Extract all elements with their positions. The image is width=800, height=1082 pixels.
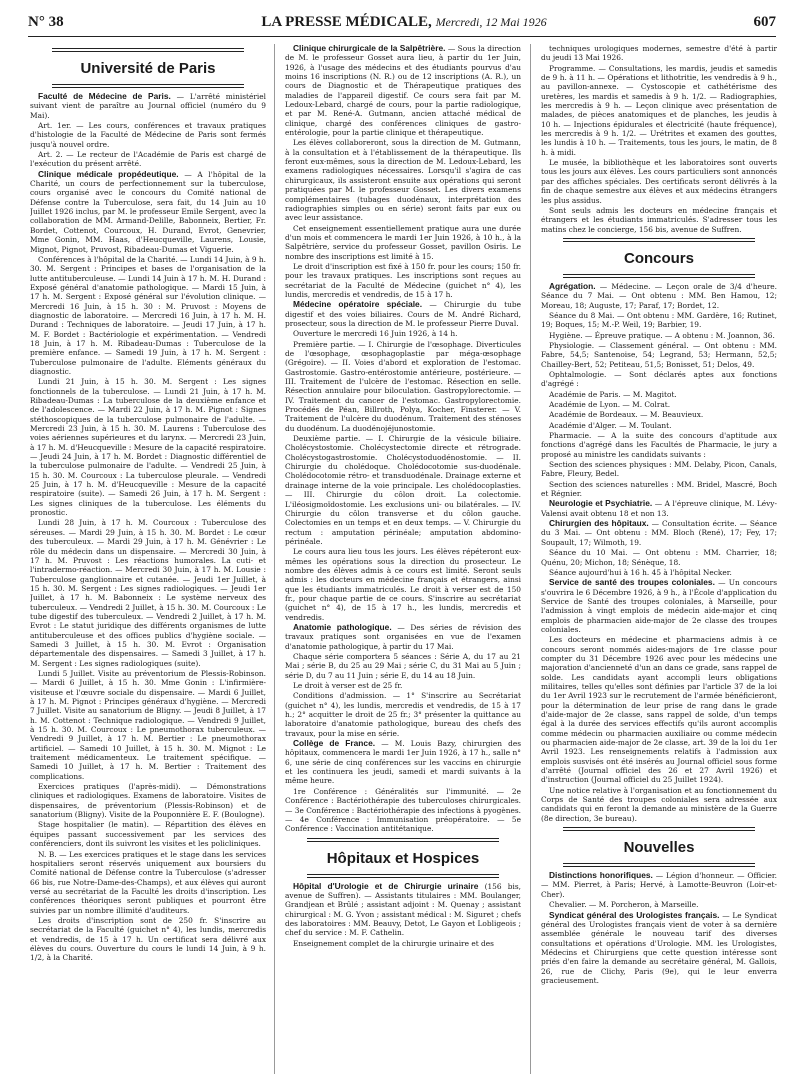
paragraph	[285, 138, 521, 222]
paragraph-heading: Hôpital d'Urologie et de Chirurgie urinaire	[293, 880, 479, 891]
section-title: Université de Paris	[80, 60, 216, 77]
paragraph	[541, 400, 777, 409]
paragraph	[285, 224, 521, 261]
paragraph-text: Séance du 10 Mai. — Ont obtenu : MM. Charrier, 18; Quénu, 20; Michon, 18; Sénèque, 18.	[541, 548, 777, 567]
paragraph	[30, 255, 266, 376]
paragraph	[285, 691, 521, 738]
paragraph	[285, 434, 521, 546]
paragraph	[285, 882, 521, 938]
paragraph-text: Exercices pratiques (l'après-midi). — Démonstrations cliniques et radiologiques. Examens de laboratoire. Visites de dispensaires, de préventorium (Plessis-Robinson) et de sanatorium (Bligny). Visite de la Pouponnière E. F. (Boulogne).	[30, 782, 266, 820]
paragraph	[541, 64, 777, 157]
paragraph-heading: Anatomie pathologique.	[293, 621, 392, 632]
paragraph-text: Séance du 8 Mai. — Ont obtenu : MM. Gardère, 16; Rutinet, 19; Boques, 15; M.-P. Weil, 19; Barbier, 19.	[541, 310, 777, 330]
paragraph	[541, 635, 777, 785]
section-rule	[563, 863, 755, 867]
paragraph-text: Enseignement complet de la chirurgie urinaire et des	[293, 938, 494, 948]
paragraph	[541, 341, 777, 369]
paragraph-text: 1re Conférence : Généralités sur l'immunité. — 2e Conférence : Bactériothérapie des tuberculoses chirurgicales. — 3e Conférence : Bactériothérapie des infections à pyogènes. — 4e Conférence : Immunisation préopératoire. — 5e Conférence : Vaccination antitétanique.	[285, 786, 521, 834]
section-title: Hôpitaux et Hospices	[326, 849, 480, 867]
paragraph-text: Cet enseignement essentiellement pratique aura une durée d'un mois et commencera le mardi 1er Juin 1926, à 10 h., à la Salpêtrière, service du professeur Gosset, pavillon Osiris. Le nombre des inscriptions est limité à 15.	[285, 223, 521, 261]
paragraph-text: Le droit d'inscription est fixé à 150 fr. pour les cours; 150 fr. pour les travaux pratiques. Les inscriptions sont reçues au secrétariat de la Faculté de Médecine (guichet n° 4), les lundis, mercredis et vendredis, de 15 à 17 h.	[285, 261, 521, 299]
paragraph	[30, 782, 266, 819]
paragraph-text: — Médecine. — Leçon orale de 3/4 d'heure. Séance du 7 Mai. — Ont obtenu : MM. Ben Hamou, 12; Moreau, 18; Auguste, 17; Paraf, 17; Bordet, 12.	[541, 281, 777, 310]
paragraph-heading: Médecine opératoire spéciale.	[293, 299, 423, 310]
paragraph-text: Les docteurs en médecine et pharmaciens admis à ce concours seront nommés aides-majors de 1re classe pour compter du 31 Décembre 1926 avec pour les médecins une majoration d'ancienneté d'un an dans ce grade, sans rappel de solde. Les candidats ayant accompli leurs obligations militaires, telles qu'elles sont définies par l'article 37 de la loi du 1er Avril 1923 sur le recrutement de l'armée bénéficieront, pour la détermination de leur prise de rang dans le grade d'aide-major de 2e classe, sans rappel de solde, d'un temps égal à la durée des services effectifs qu'ils auront accomplis comme médecin ou pharmacien auxiliaire ou comme médecin ou pharmacien aide-major de 2e classe, art. 39 de la loi du 1er Avril 1923. Les renseignements relatifs à l'admission aux emplois susvisés ont été insérés au Journal officiel sous forme d'arrêté (Journal officiel des 26 et 27 Avril 1926) et d'instruction (Journal officiel du 25 Juillet 1924).	[541, 635, 777, 785]
paragraph-text: Ophtalmologie. — Sont déclarés aptes aux fonctions d'agrégé :	[541, 369, 777, 389]
paragraph-text: — A l'épreuve clinique, M. Lévy-Valensi avait obtenu 18 et non 13.	[541, 499, 777, 518]
paragraph-heading: Syndicat général des Urologistes français.	[549, 909, 720, 920]
journal-name: LA PRESSE MÉDICALE,	[261, 14, 432, 30]
paragraph	[30, 121, 266, 149]
column-3-body-concours	[541, 282, 777, 823]
paragraph-text: Pharmacie. — A la suite des concours d'aptitude aux fonctions d'agrégé dans les Facultés de Pharmacie, le jury a proposé au ministre les candidats suivants :	[541, 431, 777, 459]
paragraph-text: Première partie. — I. Chirurgie de l'œsophage. Diverticules de l'œsophage, œsophagoplastie par méga-œsophage (Grégoire). — II. Voies d'abord et exploration de l'estomac. Gastrostomie. Gastro-entérostomie antérieure, postérieure. — III. Traitement de l'ulcère de l'estomac. Résection en selle. Résection annulaire pour biloculation. Gastropylorectomie. — IV. Traitement du cancer de l'estomac. Gastropylorectomie. Procédés de Péan, Billroth, Polya, Kocher, Finsterer. — V. Traitement de l'ulcère du duodénum. Traitement des sténoses du duodénum. La duodénojéjunostomie.	[285, 339, 521, 433]
paragraph	[541, 410, 777, 419]
paragraph-text: — Un concours s'ouvrira le 6 Décembre 1926, à 9 h., à l'École d'application du Service de Santé des troupes coloniales, à Marseille, pour l'admission à vingt emplois de médecin aide-major et cinq emplois de pharmacien aide-major de 2e classe des troupes coloniales.	[541, 578, 777, 634]
section-rule	[52, 84, 244, 88]
section-rule	[563, 827, 755, 831]
paragraph	[541, 311, 777, 330]
paragraph	[541, 431, 777, 459]
paragraph-text: Chevalier. — M. Porcheron, à Marseille.	[549, 900, 699, 910]
paragraph	[541, 390, 777, 399]
paragraph-text: Conférences à l'hôpital de la Charité. — Lundi 14 Juin, à 9 h. 30. M. Sergent : Principes et bases de l'organisation de la lutte antituberculeuse. — Lundi 14 Juin à 17 h. M. H. Durand : Exposé général d'anatomie pathologique. — Mardi 15 Juin, à 17 h. M. Sergent : Exposé général sur l'évolution clinique. — Mercredi 16 Juin, à 15 h. 30 : M. Pruvost : Moyens de diagnostic de laboratoire. — Mercredi 16 Juin, à 17 h. M. H. Durand : Techniques de laboratoire. — Jeudi 17 Juin, à 17 h. M. F. Bordet : Bactériologie et expérimentation. — Vendredi 18 Juin, à 17 h. M. Ribadeau-Dumas : Tuberculose de la première enfance. — Samedi 19 Juin, à 17 h. M. Sergent : Tuberculose pulmonaire de l'adulte. Eléments généraux du diagnostic.	[30, 254, 266, 376]
column-2-body	[285, 44, 521, 834]
paragraph-heading: Distinctions honorifiques.	[549, 870, 653, 881]
column-divider	[274, 44, 275, 1074]
issue-date: Mercredi, 12 Mai 1926	[435, 15, 547, 29]
paragraph-text: techniques urologiques modernes, semestre d'été à partir du jeudi 13 Mai 1926.	[541, 44, 777, 63]
page-number: 607	[753, 14, 776, 30]
paragraph	[30, 669, 266, 781]
paragraph	[541, 421, 777, 430]
paragraph-text: Académie de Paris. — M. Magitot.	[549, 389, 677, 399]
paragraph	[285, 44, 521, 137]
paragraph	[541, 44, 777, 63]
column-2-body-hospitals	[285, 882, 521, 948]
paragraph-text: Chaque série comportera 5 séances : Série A, du 17 au 21 Mai ; série B, du 25 au 29 Mai ; série C, du 31 Mai au 5 Juin ; série D, du 7 au 11 Juin ; série E, du 14 au 18 Juin.	[285, 652, 521, 680]
section-rule	[307, 838, 499, 842]
paragraph	[285, 547, 521, 622]
paragraph-text: Académie de Lyon. — M. Colrat.	[549, 400, 671, 409]
column-3	[541, 44, 777, 1074]
paragraph-text: Section des sciences physiques : MM. Delaby, Picon, Canals, Fabre, Fleury, Bedel.	[541, 460, 777, 479]
paragraph-text: Stage hospitalier (le matin). — Répartition des élèves en équipes passant successivement par les services des conférenciers, dont ils suivront les visites et les policliniques.	[30, 820, 266, 849]
issue-number: N° 38	[28, 14, 64, 30]
paragraph	[30, 850, 266, 915]
paragraph	[285, 262, 521, 299]
paragraph	[541, 548, 777, 567]
paragraph	[541, 578, 777, 634]
paragraph-text: Le cours aura lieu tous les jours. Les élèves répéteront eux-mêmes les opérations sous la direction du prosecteur. Le nombre des élèves admis à ce cours est limité. Seront seuls admis : les docteurs en médecine français et étrangers, ainsi que les étudiants immatriculés. Le droit à verser est de 150 fr., pour chaque partie de ce cours. S'inscrire au secrétariat (guichet n° 4), de 15 à 17 h., les lundis, mercredis et vendredis.	[285, 547, 521, 622]
paragraph-heading: Neurologie et Psychiatrie.	[549, 498, 653, 509]
journal-title-line	[234, 14, 574, 31]
paragraph	[285, 340, 521, 433]
paragraph	[541, 158, 777, 205]
paragraph-heading: Service de santé des troupes coloniales.	[549, 577, 715, 588]
paragraph	[30, 92, 266, 120]
paragraph-text: — Chirurgie du tube digestif et des voies biliaires. Cours de M. André Richard, prosecteur, sous la direction de M. le professeur Pierre Duval.	[285, 300, 521, 328]
paragraph-text: Le musée, la bibliothèque et les laboratoires sont ouverts tous les jours aux élèves. Les cours particuliers sont annoncés par des affiches spéciales. Des certificats seront délivrés à la fin de chaque semestre aux élèves et aux médecins étrangers les plus assidus.	[541, 158, 777, 205]
paragraph	[541, 871, 777, 899]
section-rule	[52, 48, 244, 52]
paragraph-heading: Agrégation.	[549, 280, 596, 291]
paragraph-text: — A l'hôpital de la Charité, un cours de perfectionnement sur la tuberculose, cours organisé avec le concours du Comité national de Défense contre la Tuberculose, sera fait, du 14 Juin au 10 Juillet 1926 inclus, par M. le professeur Emile Sergent, avec la collaboration de MM. Armand-Delille, Babonneix, Bertier, Fr. Bordet, Cottenot, Courcoux, H. Durand, Evrot, Genevrier, Mme Gonin, MM. Haas, d'Heucqueville, Laurens, Lousie, Mignot, Pignot, Pruvost, Ribadeau-Dumas et Viguerie.	[30, 169, 266, 254]
paragraph	[541, 786, 777, 823]
paragraph	[30, 518, 266, 668]
paragraph	[541, 499, 777, 518]
paragraph-text: (156 bis, avenue de Suffren). — Assistants titulaires : MM. Boulanger, Grandjean et Brûlé ; assistant adjoint : M. Quenay ; assistant chirurgical : M. G. Yvon ; assistant médical : M. Siguret ; chefs des laboratoires : MM. Beauvy, Detot, Le Gayon et Lobligeois ; chef du service : M. F. Cathelin.	[285, 881, 521, 938]
paragraph-text: Hygiène. — Épreuve pratique. — A obtenu : M. Joannon, 36.	[549, 330, 775, 340]
column-3-body	[541, 44, 777, 234]
column-divider	[530, 44, 531, 1074]
paragraph	[30, 150, 266, 169]
paragraph-text: Art. 2. — Le recteur de l'Académie de Paris est chargé de l'exécution du présent arrêté.	[30, 150, 266, 169]
paragraph	[285, 329, 521, 338]
page-header	[28, 14, 776, 34]
section-title: Nouvelles	[623, 839, 695, 857]
paragraph	[30, 377, 266, 517]
paragraph	[285, 623, 521, 651]
paragraph-text: Lundi 5 Juillet. Visite au préventorium de Plessis-Robinson. — Mardi 6 Juillet, à 15 h. 30. Mme Gonin : L'infirmière-visiteuse et l'œuvre sociale du dispensaire. — Mardi 6 Juillet, à 17 h. M. Pignot : Principes généraux d'hygiène. — Mercredi 7 Juillet. Visite au sanatorium de Bligny. — Jeudi 8 Juillet, à 17 h. M. Cottenot : Technique radiologique. — Vendredi 9 Juillet, à 15 h. 30. M. Courcoux : Le pneumothorax tuberculeux. — Vendredi 9 Juillet, à 17 h. M. Bertier : Le pneumothorax artificiel. — Samedi 10 Juillet, à 15 h. 30. M. Mignot : Le traitement médicamenteux. Le traitement spécifique. — Samedi 10 Juillet, à 17 h. M. Bertier : Traitement des complications.	[30, 668, 266, 781]
paragraph-text: — Consultation écrite. — Séance du 3 Mai. — Ont obtenu : MM. Bloch (René), 17; Fey, 17; Soupault, 17; Wilmoth, 19.	[541, 519, 777, 547]
paragraph-text: Lundi 21 Juin, à 15 h. 30. M. Sergent : Les signes fonctionnels de la tuberculose. — Lundi 21 Juin, à 17 h. M. Ribadeau-Dumas : La tuberculose de la deuxième enfance et de l'adolescence. — Mardi 22 Juin, à 17 h. M. Pignot : Signes stéthoscopiques de la tuberculose pulmonaire de l'adulte. — Mercredi 23 Juin, à 15 h. 30. M. Laurens : Tuberculose des voies aériennes supérieures et du larynx. — Mercredi 23 Juin, à 17 h. M. d'Heucqueville : Mesure de la capacité respiratoire. — Jeudi 24 Juin, à 17 h. M. Bordet : Diagnostic différentiel de la tuberculose pulmonaire de l'adulte. — Vendredi 25 Juin, à 15 h. 30. M. Courcoux : La tuberculose pleurale. — Vendredi 25 Juin, à 17 h. M. d'Heucqueville : Mesure de la capacité respiratoire (suite). — Samedi 26 Juin, à 17 h. M. Sergent : Les signes cliniques de la tuberculose. Les éléments du pronostic.	[30, 377, 266, 518]
paragraph-text: N. B. — Les exercices pratiques et le stage dans les services hospitaliers seront réservés uniquement aux boursiers du Comité national de Défense contre la Tuberculose (s'adresser 66 bis, rue Notre-Dame-des-Champs), et aux élèves qui auront versé au secrétariat de la Faculté les droits d'inscription. Les conférences théoriques seront publiques et pourront être suivies par un nombre illimité d'auditeurs.	[30, 849, 266, 915]
section-rule	[563, 274, 755, 278]
paragraph-heading: Chirurgien des hôpitaux.	[549, 518, 649, 529]
paragraph-text: Programme. — Consultations, les mardis, jeudis et samedis de 9 h. à 11 h. — Opérations et lithotritie, les vendredis à 9 h., au pavillon-annexe. — Cystoscopie et cathétérisme des uretères, les mardis et samedis à 9 h. 1/2. — Radiographies, les mercredis à 9 h. — Leçon clinique avec présentation de malades, de pièces anatomiques et de planches, les jeudis à 10 h. — Injections épidurales et électricité (haute fréquence), les mercredis à 9 h. 1/2. — Urétrites et examen des gouttes, les lundis à 10 h. — Traitements, tous les jours, le matin, de 8 h. à midi.	[541, 63, 777, 157]
paragraph	[30, 916, 266, 963]
paragraph-text: — Le Syndicat général des Urologistes français vient de voter à sa dernière assemblée générale le nouveau tarif des diverses consultations et opérations d'Urologie. MM. les Urologistes, Médecins et Chirurgiens que cette question intéresse sont priés d'en faire la demande au secrétaire général, M. Gallois, 26, rue de Clichy, Paris (9e), qui le leur enverra gracieusement.	[541, 910, 777, 985]
paragraph	[541, 480, 777, 499]
paragraph-text: Lundi 28 Juin, à 17 h. M. Courcoux : Tuberculose des séreuses. — Mardi 29 Juin, à 15 h. 30. M. Bordet : Le cœur des tuberculeux. — Mardi 29 Juin, à 17 h. M. Génévrier : Le rôle du médecin dans un dispensaire. — Mercredi 30 Juin, à 17 h. M. Pruvost : Les réactions humorales. La cuti- et l'intradermo-réaction. — Mercredi 30 Juin, à 17 h. M. Lousie : Tuberculose ganglionnaire et cutanée. — Jeudi 1er Juillet, à 15 h. 30. M. Sergent : Les signes radiologiques. — Jeudi 1er Juillet, à 17 h. M. Babonneix : Le système nerveux des tuberculeux. — Vendredi 2 Juillet, à 15 h. 30. M. Courcoux : Le tube digestif des tuberculeux. — Vendredi 2 Juillet, à 17 h. M. Evrot : Le statut juridique des différents organismes de lutte antituberculeuse et des offices publics d'hygiène sociale. — Samedi 3 Juillet, à 15 h. 30. M. Evrot : Organisation départementale des dispensaires. — Samedi 3 Juillet, à 17 h. M. Sergent : Les signes radiologiques (suite).	[30, 518, 266, 668]
paragraph-text: Sont seuls admis les docteurs en médecine français et étrangers et les étudiants immatriculés. S'adresser tous les matins chez le concierge, 156 bis, avenue de Suffren.	[541, 205, 777, 234]
paragraph	[285, 681, 521, 690]
paragraph-text: Les élèves collaboreront, sous la direction de M. Gutmann, à la consultation et à l'établissement de la thérapeutique. Ils feront eux-mêmes, sous la direction de M. Ledoux-Lebard, les examens radiologiques nécessaires. Lorsqu'il s'agira de cas chirurgicaux, ils assisteront ensuite aux opérations qui seront pratiquées par M. le professeur Gosset. Les divers examens complémentaires (tubages duodénaux, interprétation des radiographies simples ou en série) seront faits par eux ou avec leur assistance.	[285, 138, 521, 223]
paragraph	[285, 300, 521, 328]
paragraph-text: Le droit à verser est de 25 fr.	[293, 681, 403, 691]
section-title: Concours	[623, 249, 694, 267]
paragraph-heading: Clinique chirurgicale de la Salpêtrière.	[293, 44, 446, 53]
paragraph-heading: Faculté de Médecine de Paris.	[38, 91, 171, 101]
paragraph	[30, 170, 266, 254]
paragraph-text: Section des sciences naturelles : MM. Bridel, Mascré, Boch et Régnier.	[541, 479, 777, 499]
paragraph-text: — Des séries de révision des travaux pratiques sont organisées en vue de l'examen d'anatomie pathologique, à partir du 17 Mai.	[285, 622, 521, 651]
paragraph	[285, 652, 521, 680]
paragraph-heading: Clinique médicale propédeutique.	[38, 168, 179, 179]
paragraph-text: — Sous la direction de M. le professeur Gosset aura lieu, à partir du 1er Juin, 1926, à l'usage des médecins et des étudiants pourvus d'au moins 16 inscriptions (N. R.) ou de 12 inscriptions (A. R.), un cours de Diagnostic et de Thérapeutique pratiques des maladies de l'appareil digestif. Ce cours sera fait par M. Ledoux-Lebard, chargé de cours, pour la partie radiologique, et par M. René-A. Gutmann, ancien attaché médical de clinique, chargé des conférences cliniques de gastro-entérologie, pour la partie clinique et thérapeutique.	[285, 44, 521, 138]
paragraph-text: Académie d'Alger. — M. Toulant.	[549, 420, 672, 430]
paragraph	[541, 331, 777, 340]
paragraph-text: Art. 1er. — Les cours, conférences et travaux pratiques d'histologie de la Faculté de Médecine de Paris sont fermés jusqu'à nouvel ordre.	[30, 121, 266, 149]
paragraph-text: — M. Louis Bazy, chirurgien des hôpitaux, commencera le mardi 1er Juin 1926, à 17 h., salle n° 6, une série de cinq conférences sur les vaccins en chirurgie et les continuera les jeudi, samedi et mardi suivants à la même heure.	[285, 739, 521, 786]
paragraph	[541, 900, 777, 909]
paragraph-text: Une notice relative à l'organisation et au fonctionnement du Corps de Santé des troupes coloniales sera adressée aux candidats qui en feront la demande au ministère de la Guerre (8e direction, 3e bureau).	[541, 785, 777, 823]
paragraph	[541, 460, 777, 479]
paragraph	[285, 739, 521, 786]
paragraph-text: Conditions d'admission. — 1° S'inscrire au Secrétariat (guichet n° 4), les lundis, mercredis et vendredis, de 15 à 17 h.; 2° acquitter le droit de 25 fr.; 3° présenter la quittance au laboratoire d'anatomie pathologique, bureau des chefs des travaux, pour la mise en série.	[285, 691, 521, 738]
paragraph	[541, 282, 777, 310]
section-rule	[307, 874, 499, 878]
paragraph-heading: Collège de France.	[293, 738, 376, 749]
paragraph-text: Académie de Bordeaux. — M. Beauvieux.	[549, 410, 704, 420]
paragraph	[285, 939, 521, 948]
paragraph	[541, 370, 777, 389]
paragraph-text: Ouverture le mercredi 16 Juin 1926, à 14 h.	[293, 329, 458, 339]
paragraph-text: Deuxième partie. — I. Chirurgie de la vésicule biliaire. Cholécystostomie. Cholécystectomie directe et rétrograde. Cholécystogastrostomie. Cholécystoduodénostomie. — II. Chirurgie du cholédoque. Cholédocotomie sus-duodénale. Cholédocotomie rétro- et transduodénale. Drainage externe et drainage interne de la voie principale. Les cholédocoplasties. — III. Chirurgie du côlon droit. La colectomie. L'iléosigmoïdostomie. Les exclusions uni- ou bilatérales. — IV. Chirurgie du côlon transverse et du côlon gauche. Colectomies en un temps et en deux temps. — V. Chirurgie du rectum : amputation périnéale; amputation abdomino-périnéale.	[285, 434, 521, 546]
paragraph	[30, 820, 266, 848]
column-1-body	[30, 92, 266, 963]
paragraph	[285, 787, 521, 834]
column-1	[30, 44, 266, 1074]
column-2	[285, 44, 521, 1074]
header-rule	[28, 36, 776, 37]
paragraph	[541, 206, 777, 234]
paragraph	[541, 519, 777, 547]
paragraph-text: Séance aujourd'hui à 16 h. 45 à l'hôpital Necker.	[549, 567, 732, 577]
column-3-body-nouvelles	[541, 871, 777, 985]
paragraph-text: Les droits d'inscription sont de 250 fr. S'inscrire au secrétariat de la Faculté (guichet n° 4), les lundis, mercredis et vendredis, de 15 à 17 h. Un certificat sera délivré aux élèves du cours. Ouverture du cours le lundi 14 Juin, à 9 h. 1/2, à la Charité.	[30, 915, 266, 963]
paragraph	[541, 911, 777, 986]
paragraph-text: — Légion d'honneur. — Officier. — MM. Pierret, à Paris; Hervé, à Lamotte-Beuvron (Loir-et-Cher).	[541, 871, 777, 899]
paragraph-text: — L'arrêté ministériel suivant vient de paraître au Journal officiel (numéro du 9 Mai).	[30, 92, 266, 120]
section-rule	[563, 238, 755, 242]
paragraph-text: Physiologie. — Classement général. — Ont obtenu : MM. Fabre, 54,5; Santenoise, 54; Legrand, 53; Hermann, 52,5; Chailley-Bert, 52; Petiteau, 51,5; Bonisset, 51; Delos, 49.	[541, 340, 777, 369]
paragraph	[541, 568, 777, 577]
